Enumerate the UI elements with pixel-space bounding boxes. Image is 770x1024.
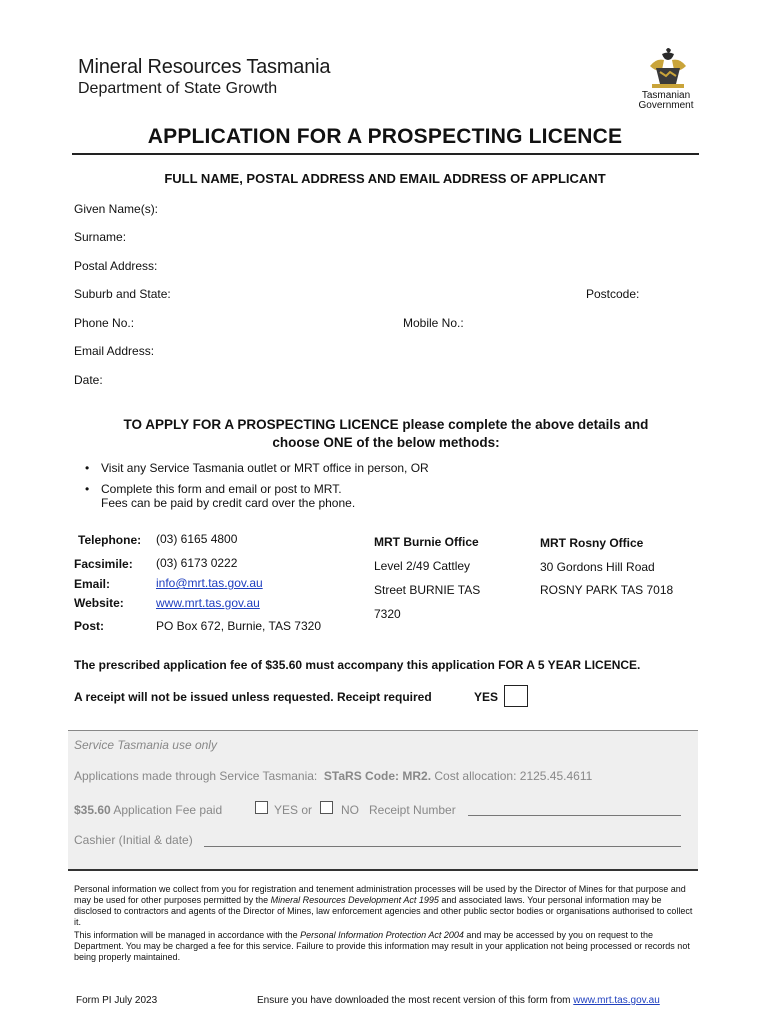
burnie-address-line2: Street BURNIE TAS bbox=[374, 583, 481, 597]
post-label: Post: bbox=[74, 619, 104, 633]
fee-notice: The prescribed application fee of $35.60 must accompany this application FOR A 5 YEAR LICENCE. bbox=[74, 658, 641, 672]
postal-address-label: Postal Address: bbox=[74, 259, 158, 273]
receipt-number-line[interactable] bbox=[468, 815, 681, 816]
burnie-address-line3: 7320 bbox=[374, 607, 401, 621]
fee-paid-no-label: NO bbox=[341, 803, 359, 817]
email-label: Email Address: bbox=[74, 344, 155, 358]
telephone-value: (03) 6165 4800 bbox=[156, 532, 238, 546]
section-subtitle: FULL NAME, POSTAL ADDRESS AND EMAIL ADDRESS OF APPLICANT bbox=[164, 171, 606, 186]
receipt-number-label: Receipt Number bbox=[369, 803, 456, 817]
rosny-address-line2: ROSNY PARK TAS 7018 bbox=[540, 583, 674, 597]
bullet-email-post: • Complete this form and email or post to MRT. Fees can be paid by credit card over the phone. bbox=[85, 482, 356, 510]
facsimile-value: (03) 6173 0222 bbox=[156, 556, 238, 570]
page-title: APPLICATION FOR A PROSPECTING LICENCE bbox=[147, 125, 623, 148]
receipt-yes-label: YES bbox=[474, 690, 499, 704]
facsimile-label: Facsimile: bbox=[74, 557, 133, 571]
footer-download-note: Ensure you have downloaded the most recent version of this form from www.mrt.tas.gov.au bbox=[257, 995, 660, 1006]
rosny-address-line1: 30 Gordons Hill Road bbox=[540, 560, 655, 574]
phone-label: Phone No.: bbox=[74, 316, 135, 330]
website-link[interactable]: www.mrt.tas.gov.au bbox=[156, 596, 260, 610]
rosny-office-heading: MRT Rosny Office bbox=[540, 536, 644, 550]
department-name: Department of State Growth bbox=[78, 80, 278, 97]
footer-website-link[interactable]: www.mrt.tas.gov.au bbox=[573, 995, 660, 1006]
website-label: Website: bbox=[74, 596, 124, 610]
applications-line: Applications made through Service Tasmania: STaRS Code: MR2. Cost allocation: 2125.45.4611 bbox=[74, 769, 593, 783]
title-divider bbox=[72, 153, 699, 155]
logo-text: Tasmanian Government bbox=[638, 90, 694, 111]
burnie-address-line1: Level 2/49 Cattley bbox=[374, 559, 471, 573]
receipt-notice: A receipt will not be issued unless requested. Receipt required bbox=[74, 690, 432, 704]
postcode-label: Postcode: bbox=[586, 287, 640, 301]
fee-paid-yes-label: YES or bbox=[274, 803, 313, 817]
telephone-label: Telephone: bbox=[78, 533, 142, 547]
given-names-label: Given Name(s): bbox=[74, 202, 159, 216]
surname-label: Surname: bbox=[74, 230, 127, 244]
burnie-office-heading: MRT Burnie Office bbox=[374, 535, 479, 549]
cashier-line[interactable] bbox=[204, 846, 681, 847]
fee-paid-no-checkbox[interactable] bbox=[320, 801, 333, 814]
privacy-notice: Personal information we collect from you for registration and tenement administration processes will be used by the Director of Mines for that purpose and may be used for other purposes permitted by the Mineral Resources Development Act 1995 and associated laws. Your personal information may be disclosed to contractors and agents of the Director of Mines, law enforcement agencies and other public sector bodies or organisations authorised to collect it. This information will be managed in accordance with the Personal Information Protection Act 2004 and may be accessed by you on request to the Department. You may be charged a fee for this service. Failure to provide this information may result in your application not being processed or records not being properly maintained. bbox=[74, 884, 693, 962]
suburb-state-label: Suburb and State: bbox=[74, 287, 171, 301]
org-name: Mineral Resources Tasmania bbox=[78, 56, 331, 78]
post-value: PO Box 672, Burnie, TAS 7320 bbox=[156, 619, 321, 633]
mobile-label: Mobile No.: bbox=[403, 316, 464, 330]
bullet-visit-office: • Visit any Service Tasmania outlet or MRT office in person, OR bbox=[85, 461, 429, 475]
form-id: Form PI July 2023 bbox=[76, 995, 158, 1006]
date-label: Date: bbox=[74, 373, 103, 387]
fee-paid-yes-checkbox[interactable] bbox=[255, 801, 268, 814]
fee-paid-line: $35.60 Application Fee paid bbox=[74, 803, 223, 817]
service-tasmania-heading: Service Tasmania use only bbox=[74, 738, 217, 752]
cashier-label: Cashier (Initial & date) bbox=[74, 833, 193, 847]
email-link[interactable]: info@mrt.tas.gov.au bbox=[156, 576, 263, 590]
email-contact-label: Email: bbox=[74, 577, 111, 591]
receipt-required-checkbox[interactable] bbox=[504, 685, 528, 707]
instructions-heading: TO APPLY FOR A PROSPECTING LICENCE please complete the above details and choose ONE of the below methods: bbox=[123, 417, 649, 450]
